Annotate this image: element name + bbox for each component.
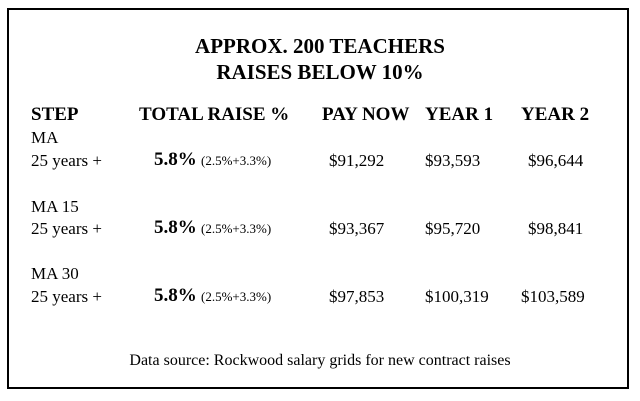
row-years: 25 years +: [31, 287, 102, 306]
row-step: MA 15: [31, 197, 79, 216]
row-step: MA: [31, 128, 59, 147]
raise-detail: (2.5%+3.3%): [201, 153, 272, 168]
row-raise: [154, 149, 271, 172]
row-raise: [154, 217, 271, 240]
row-years: 25 years +: [31, 151, 102, 170]
row-year-1: $100,319: [425, 287, 489, 306]
header-total-raise: TOTAL RAISE %: [139, 104, 290, 125]
title-line-2: RAISES BELOW 10%: [216, 60, 424, 84]
header-year-1: YEAR 1: [425, 104, 494, 125]
row-year-1: $93,593: [425, 151, 481, 170]
row-step: MA 30: [31, 264, 79, 283]
row-year-2: $98,841: [528, 219, 584, 238]
raise-detail: (2.5%+3.3%): [201, 289, 272, 304]
row-years: 25 years +: [31, 219, 102, 238]
row-raise: [154, 285, 271, 308]
row-pay-now: $93,367: [329, 219, 385, 238]
row-year-2: $103,589: [521, 287, 585, 306]
title-line-1: APPROX. 200 TEACHERS: [195, 34, 445, 58]
raise-percent: 5.8%: [154, 149, 197, 170]
row-pay-now: $91,292: [329, 151, 385, 170]
row-year-1: $95,720: [425, 219, 481, 238]
data-source-note: Data source: Rockwood salary grids for new contract raises: [129, 352, 511, 369]
header-pay-now: PAY NOW: [322, 104, 410, 125]
raise-percent: 5.8%: [154, 217, 197, 238]
raise-percent: 5.8%: [154, 285, 197, 306]
row-year-2: $96,644: [528, 151, 584, 170]
header-year-2: YEAR 2: [521, 104, 590, 125]
header-step: STEP: [31, 104, 79, 125]
row-pay-now: $97,853: [329, 287, 385, 306]
raise-detail: (2.5%+3.3%): [201, 221, 272, 236]
